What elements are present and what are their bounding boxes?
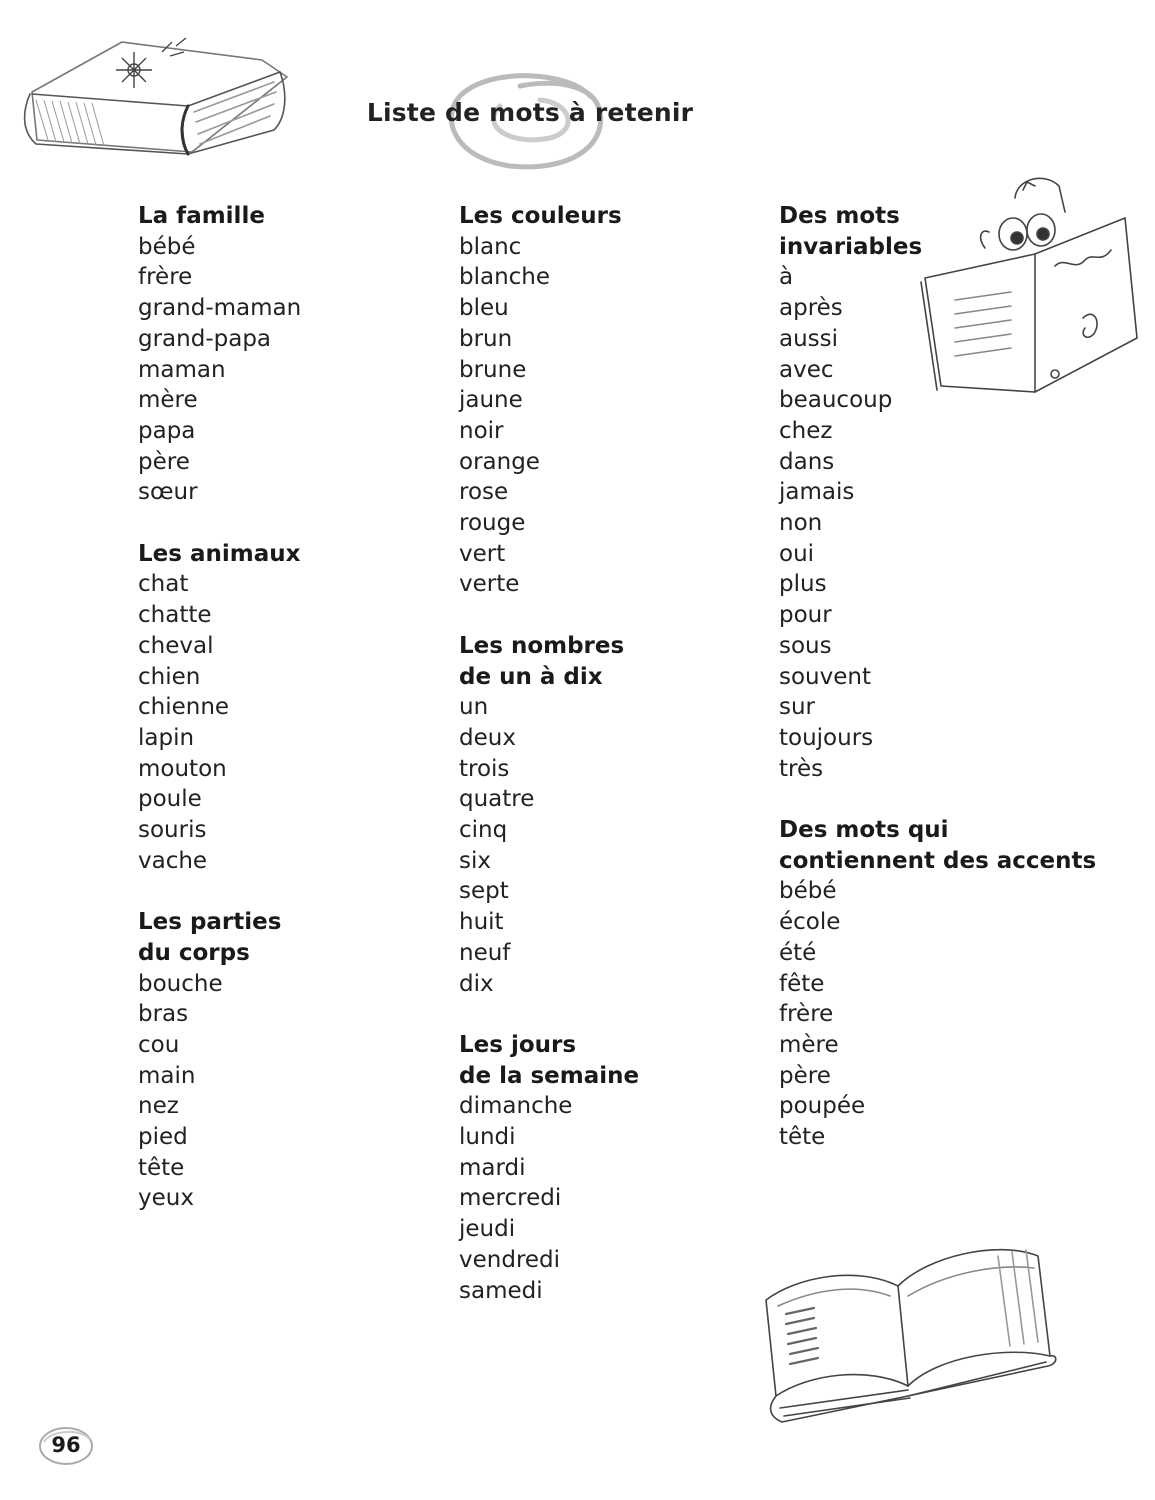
heading-line: Des mots [779,203,900,229]
word-item: jaune [459,387,523,414]
word-item: maman [138,356,226,383]
word-item: bébé [779,878,837,905]
page-title: Liste de mots à retenir [366,98,694,127]
heading-line: de un à dix [459,663,603,690]
column-3 [779,201,1119,1183]
section-parties-du-corps [138,907,468,1214]
heading-line: Les nombres [459,632,625,659]
word-item: trois [459,755,510,782]
word-item: beaucoup [779,387,893,414]
word-item: père [138,448,190,475]
word-item: vache [138,847,208,874]
word-item: deux [459,724,516,751]
word-item: mère [779,1031,839,1058]
section-famille [138,201,468,508]
word-item: quatre [459,786,535,813]
page-number-block [36,1424,96,1468]
section-heading [779,201,1119,262]
word-item: jeudi [459,1216,516,1243]
word-item: verte [459,571,520,598]
word-item: six [459,847,491,874]
word-item: à [779,264,794,291]
word-item: cinq [459,817,508,844]
word-item: sept [459,878,509,905]
heading-line: Les parties [138,909,282,936]
heading-line: de la semaine [459,1062,640,1089]
heading-line: Les jours [459,1031,577,1058]
word-item: dix [459,970,494,997]
word-item: toujours [779,724,874,751]
word-item: cou [138,1031,180,1058]
word-item: blanche [459,264,551,291]
section-nombres [459,631,789,999]
section-accents [779,815,1119,1153]
word-item: cheval [138,632,214,659]
word-item: papa [138,417,196,444]
heading-line: contiennent des accents [779,847,1097,874]
word-item: après [779,295,843,322]
word-item: chien [138,663,201,690]
word-item: frère [779,1001,834,1028]
section-couleurs [459,201,789,600]
word-item: bébé [138,233,196,260]
word-item: dans [779,448,835,475]
section-heading [459,1030,789,1091]
heading-line: Les animaux [138,540,301,567]
column-1 [138,201,468,1245]
word-item: dimanche [459,1093,573,1120]
section-heading [138,539,468,570]
word-item: souvent [779,663,871,690]
open-book-sketch [758,1236,1063,1426]
word-item: grand-maman [138,295,302,322]
word-item: un [459,694,489,721]
closed-book-sketch [12,22,292,162]
word-item: fête [779,970,825,997]
section-invariables [779,201,1119,784]
word-item: vert [459,540,506,567]
heading-line: Les couleurs [459,203,622,229]
word-item: samedi [459,1277,543,1304]
word-item: noir [459,417,504,444]
section-heading [459,201,789,232]
section-heading [138,907,468,968]
word-item: très [779,755,824,782]
word-item: bouche [138,970,223,997]
word-item: nez [138,1093,179,1120]
word-item: avec [779,356,834,383]
title-block [360,60,700,180]
word-item: tête [138,1154,185,1181]
heading-line: La famille [138,203,265,229]
word-item: mercredi [459,1185,562,1212]
word-item: sœur [138,479,198,506]
heading-line: invariables [779,233,923,260]
word-item: chat [138,571,189,598]
word-item: main [138,1062,196,1089]
word-item: souris [138,817,207,844]
word-item: tête [779,1124,826,1151]
section-jours [459,1030,789,1306]
word-item: brun [459,325,513,352]
word-item: yeux [138,1185,194,1212]
word-item: mardi [459,1154,526,1181]
page-number: 96 [51,1433,81,1457]
column-2 [459,201,789,1337]
heading-line: du corps [138,939,250,966]
word-item: brune [459,356,527,383]
word-item: rose [459,479,509,506]
word-item: lapin [138,724,195,751]
word-item: frère [138,264,193,291]
word-item: blanc [459,233,522,260]
word-item: oui [779,540,815,567]
word-item: neuf [459,939,511,966]
word-item: huit [459,909,504,936]
word-item: pour [779,602,832,629]
word-item: lundi [459,1124,516,1151]
word-item: poule [138,786,202,813]
word-item: sous [779,632,832,659]
heading-line: Des mots qui [779,817,949,844]
word-item: vendredi [459,1246,561,1273]
word-item: aussi [779,325,839,352]
word-item: plus [779,571,827,598]
word-item: grand-papa [138,325,272,352]
word-item: chienne [138,694,230,721]
word-item: non [779,510,823,537]
word-item: poupée [779,1093,866,1120]
word-item: mère [138,387,198,414]
word-item: été [779,939,817,966]
word-item: père [779,1062,831,1089]
section-heading [779,815,1119,876]
word-item: pied [138,1124,188,1151]
word-item: orange [459,448,540,475]
word-item: mouton [138,755,227,782]
section-heading [459,631,789,692]
word-item: sur [779,694,816,721]
word-item: bras [138,1001,189,1028]
word-item: école [779,909,841,936]
section-heading [138,201,468,232]
word-item: bleu [459,295,509,322]
word-item: chez [779,417,833,444]
word-item: rouge [459,510,526,537]
word-item: jamais [779,479,855,506]
section-animaux [138,539,468,877]
word-item: chatte [138,602,212,629]
